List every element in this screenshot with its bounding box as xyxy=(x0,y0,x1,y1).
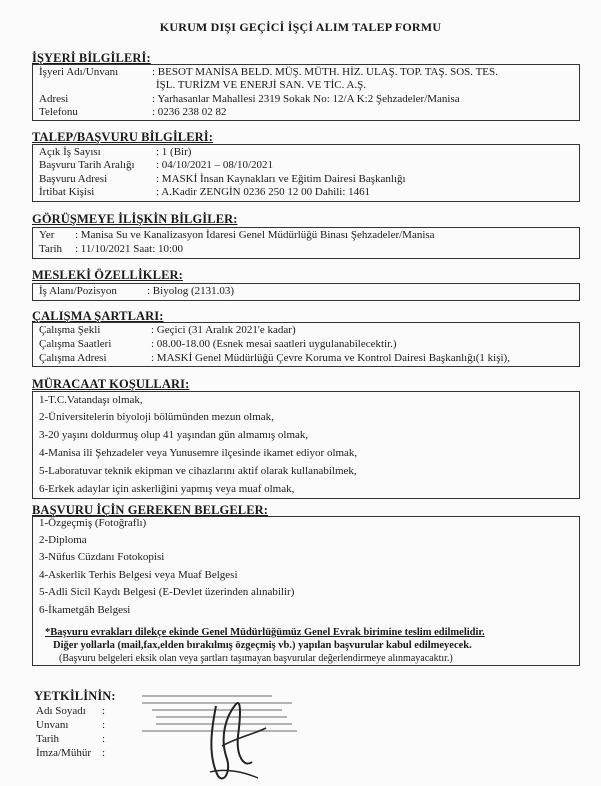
isyeri-box xyxy=(32,64,580,121)
list-item: 2-Diploma xyxy=(39,534,87,546)
talep-row xyxy=(39,186,371,199)
isyeri-row xyxy=(39,106,227,119)
talep-box xyxy=(32,144,580,202)
signature-field xyxy=(36,733,106,745)
mesleki-row xyxy=(39,285,235,298)
field-value: : BESOT MANİSA BELD. MÜŞ. MÜTH. HİZ. ULAŞ. TOP. TAŞ. SOS. TES. xyxy=(152,66,498,78)
field-label: Başvuru Adresi xyxy=(39,173,108,185)
list-item: 4-Manisa ili Şehzadeler veya Yunusemre ilçesinde ikamet ediyor olmak, xyxy=(39,447,358,459)
submission-note: *Başvuru evrakları dilekçe ekinde Genel Müdürlüğümüz Genel Evrak birimine teslim edilmelidir. xyxy=(45,627,485,638)
field-value: : MASKİ Genel Müdürlüğü Çevre Koruma ve Kontrol Dairesi Başkanlığı(1 kişi), xyxy=(151,352,510,364)
field-label: Adresi xyxy=(39,93,69,105)
talep-row xyxy=(39,173,406,186)
field-label: Çalışma Saatleri xyxy=(39,338,112,350)
field-label: İşyeri Adı/Unvanı xyxy=(39,66,119,78)
section-heading-gorusme: GÖRÜŞMEYE İLİŞKİN BİLGİLER: xyxy=(32,212,238,226)
field-value: : 1 (Bir) xyxy=(156,146,192,158)
list-item: 5-Adli Sicil Kaydı Belgesi (E-Devlet üzerinden alınabilir) xyxy=(39,586,295,598)
field-value: : 08.00-18.00 (Esnek mesai saatleri uygulanabilecektir.) xyxy=(151,338,397,350)
list-item: 2-Üniversitelerin biyoloji bölümünden mezun olmak, xyxy=(39,411,274,423)
section-heading-isyeri: İŞYERİ BİLGİLERİ: xyxy=(32,51,151,65)
field-value: : xyxy=(102,747,106,759)
section-heading-mesleki: MESLEKİ ÖZELLİKLER: xyxy=(32,268,183,282)
calisma-row xyxy=(39,352,510,365)
isyeri-row xyxy=(39,66,498,79)
field-label: Unvanı xyxy=(36,719,69,731)
calisma-row xyxy=(39,338,397,351)
incomplete-docs-note: (Başvuru belgeleri eksik olan veya şartları taşımayan başvurular değerlendirmeye alınmayacaktır.) xyxy=(59,653,453,664)
section-heading-yetkili: YETKİLİNİN: xyxy=(34,689,116,703)
field-value: : xyxy=(102,733,106,745)
field-label: Tarih xyxy=(39,243,63,255)
field-value: : MASKİ İnsan Kaynakları ve Eğitim Dairesi Başkanlığı xyxy=(156,173,406,185)
isyeri-row xyxy=(39,93,460,106)
field-value: : Manisa Su ve Kanalizasyon İdaresi Genel Müdürlüğü Binası Şehzadeler/Manisa xyxy=(75,229,435,241)
field-label: Açık İş Sayısı xyxy=(39,146,101,158)
list-item: 3-20 yaşını doldurmuş olup 41 yaşından gün almamış olmak, xyxy=(39,429,309,441)
field-label: İş Alanı/Pozisyon xyxy=(39,285,117,297)
field-label: Telefonu xyxy=(39,106,78,118)
field-value: : xyxy=(102,719,106,731)
field-value: : 0236 238 02 82 xyxy=(152,106,227,118)
field-label: Yer xyxy=(39,229,55,241)
list-item: 1-T.C.Vatandaşı olmak, xyxy=(39,394,143,406)
field-value: : Yarhasanlar Mahallesi 2319 Sokak No: 12/A K:2 Şehzadeler/Manisa xyxy=(152,93,460,105)
list-item: 3-Nüfus Cüzdanı Fotokopisi xyxy=(39,551,165,563)
field-label: Çalışma Şekli xyxy=(39,324,101,336)
list-item: 6-İkametgâh Belgesi xyxy=(39,604,131,616)
mesleki-box xyxy=(32,283,580,301)
signature-field xyxy=(36,705,106,717)
section-heading-muracaat: MÜRACAAT KOŞULLARI: xyxy=(32,377,190,391)
gorusme-row xyxy=(39,229,435,242)
other-channels-note: Diğer yollarla (mail,fax,elden bırakılmış özgeçmiş vb.) yapılan başvurular kabul edilmeyecek. xyxy=(53,640,472,651)
field-value: : Biyolog (2131.03) xyxy=(147,285,235,297)
field-label: Başvuru Tarih Aralığı xyxy=(39,159,135,171)
field-label: Adı Soyadı xyxy=(36,705,86,717)
calisma-row xyxy=(39,324,296,337)
gorusme-row xyxy=(39,243,184,256)
field-value: : 04/10/2021 – 08/10/2021 xyxy=(156,159,274,171)
field-value: : xyxy=(102,705,106,717)
talep-row xyxy=(39,146,192,159)
list-item: 6-Erkek adaylar için askerliğini yapmış veya muaf olmak, xyxy=(39,483,295,495)
gorusme-box xyxy=(32,227,580,259)
handwritten-signature xyxy=(196,676,286,786)
section-heading-talep: TALEP/BAŞVURU BİLGİLERİ: xyxy=(32,130,214,144)
field-label: İrtibat Kişisi xyxy=(39,186,95,198)
belgeler-box xyxy=(32,516,580,666)
field-value: İŞL. TURİZM VE ENERJİ SAN. VE TİC. A.Ş. xyxy=(156,79,367,91)
list-item: 4-Askerlik Terhis Belgesi veya Muaf Belgesi xyxy=(39,569,238,581)
signature-field xyxy=(36,719,106,731)
field-value: : A.Kadir ZENGİN 0236 250 12 00 Dahili: 1461 xyxy=(156,186,371,198)
signature-field xyxy=(36,747,106,759)
talep-row xyxy=(39,159,274,172)
calisma-box xyxy=(32,322,580,367)
field-label: Çalışma Adresi xyxy=(39,352,107,364)
field-value: : Geçici (31 Aralık 2021'e kadar) xyxy=(151,324,296,336)
form-title: KURUM DIŞI GEÇİCİ İŞÇİ ALIM TALEP FORMU xyxy=(159,20,442,34)
section-heading-calisma: ÇALIŞMA ŞARTLARI: xyxy=(32,309,164,323)
field-label: İmza/Mühür xyxy=(36,747,91,759)
section-heading-belgeler: BAŞVURU İÇİN GEREKEN BELGELER: xyxy=(32,503,269,517)
field-label: Tarih xyxy=(36,733,60,745)
muracaat-box xyxy=(32,391,580,499)
list-item: 1-Özgeçmiş (Fotoğraflı) xyxy=(39,517,147,529)
field-value: : 11/10/2021 Saat: 10:00 xyxy=(75,243,184,255)
list-item: 5-Laboratuvar teknik ekipman ve cihazlarını aktif olarak kullanabilmek, xyxy=(39,465,357,477)
